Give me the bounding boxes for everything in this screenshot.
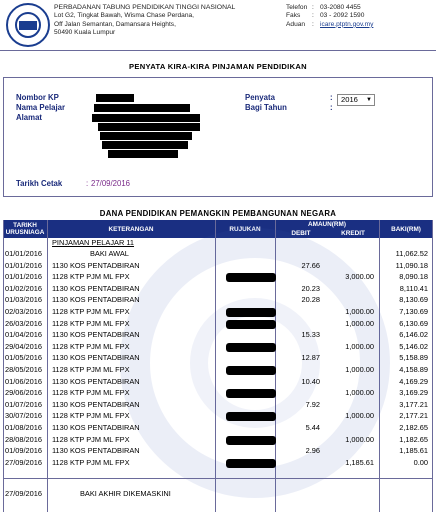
table-footer-divider	[3, 478, 433, 479]
statement-title: PENYATA KIRA-KIRA PINJAMAN PENDIDIKAN	[129, 62, 307, 71]
table-border	[3, 220, 4, 512]
year-select[interactable]	[337, 94, 375, 106]
row-date: 30/07/2016	[5, 411, 42, 421]
bagi-tahun-label: Bagi Tahun	[245, 103, 287, 112]
row-desc: BAKI AWAL	[90, 249, 129, 258]
row-date: 01/01/2016	[5, 260, 42, 270]
tarikh-cetak-colon: :	[86, 179, 89, 188]
row-date: 01/06/2016	[5, 376, 42, 386]
row-desc: 1130 KOS PENTADBIRAN	[52, 283, 140, 293]
statement-subtitle: DANA PENDIDIKAN PEMANGKIN PEMBANGUNAN NEGARA	[99, 209, 337, 218]
nama-pelajar-label: Nama Pelajar	[16, 103, 65, 112]
redacted-alamat	[92, 114, 200, 122]
row-desc: 1130 KOS PENTADBIRAN	[52, 376, 140, 386]
row-baki: 4,158.89	[399, 365, 428, 374]
contact-value: 03-2080 4455	[320, 4, 361, 11]
row-baki: 1,185.61	[399, 446, 428, 456]
penyata-colon: :	[330, 93, 333, 102]
footer-desc: BAKI AKHIR DIKEMASKINI	[80, 489, 171, 498]
redacted-alamat	[102, 141, 188, 149]
borrower-info-box	[3, 77, 433, 197]
ptptn-logo	[6, 3, 50, 47]
row-debit: 27.66	[301, 260, 320, 270]
row-date: 01/05/2016	[5, 353, 42, 363]
row-baki: 0.00	[413, 457, 428, 467]
contact-row	[286, 4, 373, 12]
row-baki: 3,177.21	[399, 399, 428, 409]
row-kredit: 1,000.00	[345, 411, 374, 421]
year-select-value: 2016	[341, 95, 358, 104]
row-date: 01/01/2016	[5, 249, 42, 258]
col-header-rujukan: RUJUKAN	[229, 226, 261, 233]
row-desc: 1130 KOS PENTADBIRAN	[52, 330, 140, 340]
column-divider	[47, 220, 48, 512]
contact-colon: :	[312, 12, 314, 20]
row-baki: 3,169.29	[399, 388, 428, 398]
row-date: 28/08/2016	[5, 434, 42, 444]
col-header-baki: BAKI(RM)	[391, 226, 421, 233]
row-baki: 1,182.65	[399, 434, 428, 444]
contact-colon: :	[312, 4, 314, 11]
row-desc: 1128 KTP PJM ML FPX	[52, 272, 130, 282]
row-kredit: 1,000.00	[345, 388, 374, 398]
row-desc: 1128 KTP PJM ML FPX	[52, 457, 130, 467]
row-kredit: 1,000.00	[345, 318, 374, 328]
alamat-label: Alamat	[16, 113, 42, 122]
row-baki: 11,062.52	[395, 249, 428, 258]
col-header-tarikh: TARIKH URUSNIAGA	[5, 222, 45, 236]
nombor-kp-label: Nombor KP	[16, 93, 59, 102]
row-baki: 11,090.18	[395, 260, 428, 270]
row-date: 29/04/2016	[5, 341, 42, 351]
contact-row	[286, 21, 373, 29]
row-date: 01/03/2016	[5, 295, 42, 305]
row-desc: 1130 KOS PENTADBIRAN	[52, 295, 140, 305]
row-date: 01/08/2016	[5, 423, 42, 432]
row-debit: 15.33	[301, 330, 320, 340]
address-line: Off Jalan Semantan, Damansara Heights,	[54, 20, 176, 28]
section-label: PINJAMAN PELAJAR 11	[52, 238, 135, 247]
row-desc: 1130 KOS PENTADBIRAN	[52, 353, 140, 363]
redacted-reference	[226, 389, 276, 398]
row-baki: 5,146.02	[399, 341, 428, 351]
row-desc: 1128 KTP PJM ML FPX	[52, 318, 130, 328]
row-kredit: 1,185.61	[345, 457, 374, 467]
redacted-reference	[226, 320, 276, 329]
address-line: 50490 Kuala Lumpur	[54, 29, 116, 37]
row-date: 29/06/2016	[5, 388, 42, 398]
row-debit: 10.40	[301, 376, 320, 386]
org-name: PERBADANAN TABUNG PENDIDIKAN TINGGI NASIONAL	[54, 4, 236, 11]
row-desc: 1128 KTP PJM ML FPX	[52, 307, 130, 316]
address-line: Lot G2, Tingkat Bawah, Wisma Chase Perdana,	[54, 12, 195, 20]
redacted-nombor-kp	[96, 94, 134, 102]
redacted-alamat	[100, 132, 192, 140]
row-baki: 6,146.02	[399, 330, 428, 340]
row-date: 26/03/2016	[5, 318, 42, 328]
redacted-nama	[94, 104, 190, 112]
organisation-block	[54, 4, 235, 38]
redacted-reference	[226, 412, 276, 421]
footer-date: 27/09/2016	[5, 489, 42, 498]
bagi-tahun-colon: :	[330, 103, 333, 112]
contact-label: Faks	[286, 12, 301, 20]
tarikh-cetak-label: Tarikh Cetak	[16, 179, 63, 188]
col-header-debit: DEBIT	[291, 230, 311, 237]
redacted-reference	[226, 273, 276, 282]
contact-value: 03 - 2092 1590	[320, 12, 365, 20]
logo-band	[19, 21, 37, 30]
col-header-kredit: KREDIT	[341, 230, 365, 237]
contact-block	[286, 4, 373, 29]
col-header-keterangan: KETERANGAN	[108, 226, 154, 233]
col-header-amaun: AMAUN(RM)	[308, 221, 346, 228]
row-kredit: 1,000.00	[345, 365, 374, 374]
row-desc: 1130 KOS PENTADBIRAN	[52, 446, 140, 456]
row-desc: 1128 KTP PJM ML FPX	[52, 411, 130, 421]
row-desc: 1130 KOS PENTADBIRAN	[52, 260, 140, 270]
row-date: 01/07/2016	[5, 399, 42, 409]
row-date: 01/02/2016	[5, 283, 42, 293]
row-debit: 20.28	[301, 295, 320, 305]
row-desc: 1128 KTP PJM ML FPX	[52, 434, 130, 444]
table-header	[3, 220, 433, 238]
row-baki: 8,130.69	[399, 295, 428, 305]
contact-row	[286, 12, 373, 20]
row-kredit: 1,000.00	[345, 307, 374, 316]
redacted-reference	[226, 459, 276, 468]
aduan-link[interactable]: icare.ptptn.gov.my	[320, 20, 374, 28]
contact-colon: :	[312, 20, 314, 28]
row-desc: 1130 KOS PENTADBIRAN	[52, 423, 140, 432]
dropdown-arrow-icon: ▼	[366, 97, 372, 103]
row-debit: 7.92	[305, 399, 320, 409]
row-kredit: 3,000.00	[345, 272, 374, 282]
redacted-reference	[226, 436, 276, 445]
row-kredit: 1,000.00	[345, 341, 374, 351]
row-desc: 1128 KTP PJM ML FPX	[52, 341, 130, 351]
contact-label: Telefon	[286, 4, 308, 11]
row-date: 01/01/2016	[5, 272, 42, 282]
redacted-alamat	[98, 123, 200, 131]
row-baki: 8,110.41	[399, 283, 428, 293]
redacted-alamat	[108, 150, 178, 158]
row-debit: 12.87	[301, 353, 320, 363]
tarikh-cetak-value: 27/09/2016	[91, 179, 131, 188]
row-baki: 2,177.21	[399, 411, 428, 421]
redacted-reference	[226, 308, 276, 317]
column-divider	[215, 220, 216, 512]
row-date: 28/05/2016	[5, 365, 42, 374]
row-baki: 2,182.65	[399, 423, 428, 432]
row-baki: 6,130.69	[399, 318, 428, 328]
row-baki: 4,169.29	[399, 376, 428, 386]
row-baki: 8,090.18	[399, 272, 428, 282]
row-desc: 1130 KOS PENTADBIRAN	[52, 399, 140, 409]
header-divider	[0, 50, 436, 51]
penyata-label: Penyata	[245, 93, 275, 102]
table-border	[432, 220, 433, 512]
row-debit: 2.96	[305, 446, 320, 456]
row-desc: 1128 KTP PJM ML FPX	[52, 388, 130, 398]
row-baki: 7,130.69	[399, 307, 428, 316]
row-date: 01/09/2016	[5, 446, 42, 456]
row-debit: 20.23	[301, 283, 320, 293]
row-desc: 1128 KTP PJM ML FPX	[52, 365, 130, 374]
row-date: 02/03/2016	[5, 307, 42, 316]
contact-label: Aduan	[286, 20, 306, 28]
redacted-reference	[226, 343, 276, 352]
row-debit: 5.44	[305, 423, 320, 432]
row-baki: 5,158.89	[399, 353, 428, 363]
row-date: 27/09/2016	[5, 457, 42, 467]
redacted-reference	[226, 366, 276, 375]
row-kredit: 1,000.00	[345, 434, 374, 444]
row-date: 01/04/2016	[5, 330, 42, 340]
